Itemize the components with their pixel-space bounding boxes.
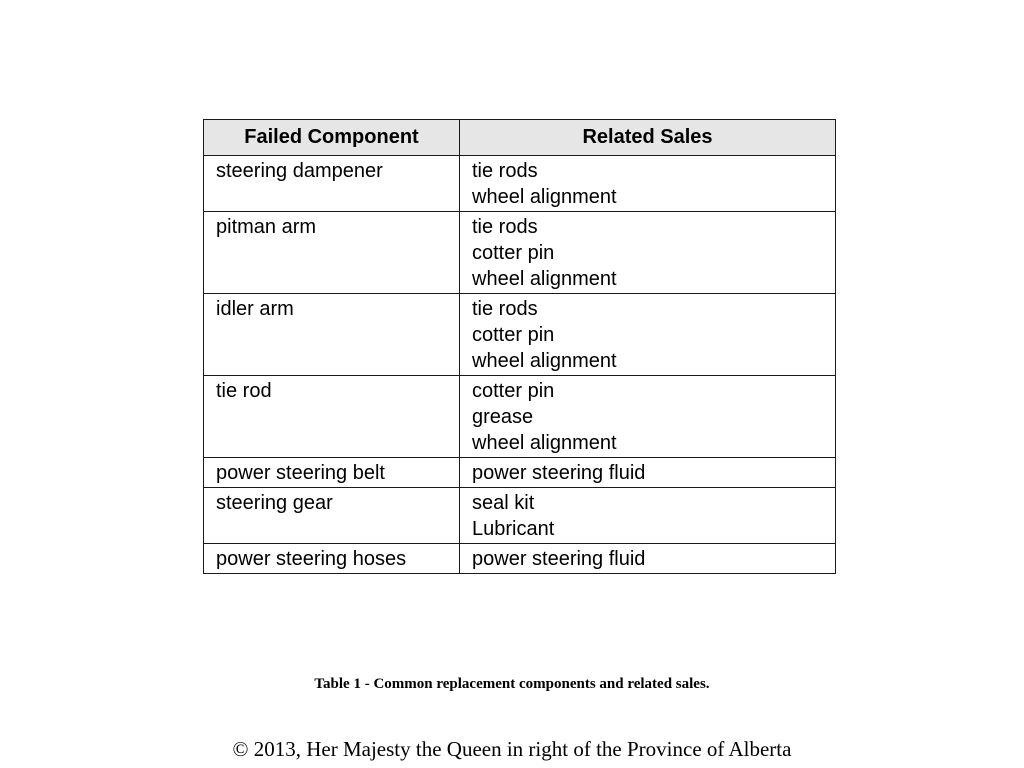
related-sales-cell (460, 488, 836, 544)
related-sale-item: cotter pin (472, 242, 555, 264)
related-sales-cell (460, 294, 836, 376)
related-sale-item: cotter pin (472, 380, 555, 402)
table-caption: Table 1 - Common replacement components and related sales. (314, 676, 710, 692)
table-row (204, 544, 836, 574)
related-sale-item: grease (472, 406, 534, 428)
failed-component-cell (204, 544, 460, 574)
replacement-components-table (203, 119, 836, 574)
copyright-notice: © 2013, Her Majesty the Queen in right of the Province of Alberta (232, 737, 792, 761)
column-header-failed-component: Failed Component (204, 120, 460, 156)
related-sales-cell (460, 458, 836, 488)
related-sale-item: tie rods (472, 298, 538, 320)
related-sale-item: Lubricant (472, 518, 555, 540)
failed-component-text: power steering hoses (216, 548, 407, 570)
failed-component-cell (204, 156, 460, 212)
table-row (204, 458, 836, 488)
failed-component-cell (204, 376, 460, 458)
related-sale-item: tie rods (472, 216, 538, 238)
related-sale-item: tie rods (472, 160, 538, 182)
table-row (204, 294, 836, 376)
failed-component-cell (204, 294, 460, 376)
table-row (204, 156, 836, 212)
failed-component-text: pitman arm (216, 216, 317, 238)
related-sales-cell (460, 212, 836, 294)
failed-component-cell (204, 458, 460, 488)
related-sales-cell (460, 156, 836, 212)
failed-component-text: steering gear (216, 492, 333, 514)
related-sale-item: cotter pin (472, 324, 555, 346)
column-header-related-sales: Related Sales (460, 120, 836, 156)
related-sale-item: wheel alignment (472, 432, 617, 454)
related-sale-item: wheel alignment (472, 268, 617, 290)
failed-component-text: steering dampener (216, 160, 383, 182)
related-sale-item: seal kit (472, 492, 535, 514)
failed-component-text: tie rod (216, 380, 272, 402)
table-body (204, 156, 836, 574)
failed-component-cell (204, 488, 460, 544)
failed-component-cell (204, 212, 460, 294)
related-sale-item: wheel alignment (472, 186, 617, 208)
related-sales-cell (460, 376, 836, 458)
table-row (204, 376, 836, 458)
table-container (203, 119, 835, 574)
failed-component-text: power steering belt (216, 462, 385, 484)
table-row (204, 212, 836, 294)
failed-component-text: idler arm (216, 298, 294, 320)
table-row (204, 488, 836, 544)
related-sale-item: wheel alignment (472, 350, 617, 372)
related-sales-cell (460, 544, 836, 574)
related-sale-item: power steering fluid (472, 548, 646, 570)
related-sale-item: power steering fluid (472, 462, 646, 484)
table-header-row (204, 120, 836, 156)
